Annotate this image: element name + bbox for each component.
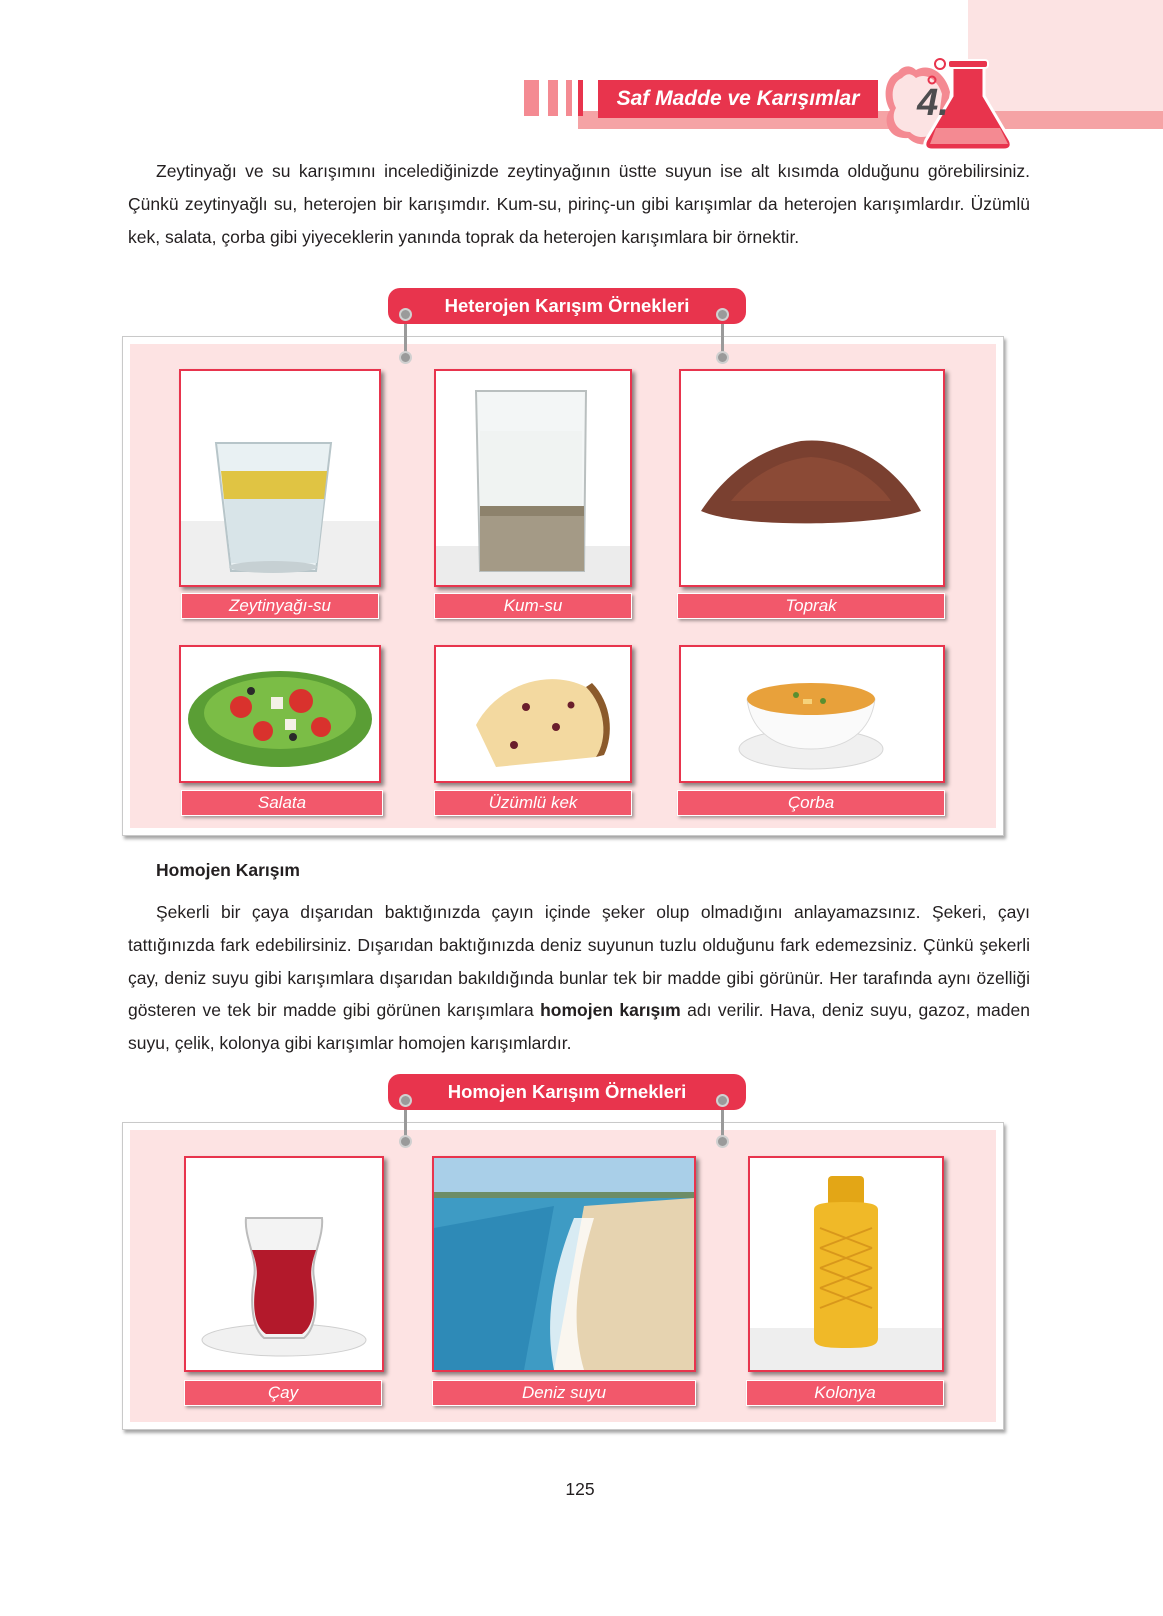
caption-soil: Toprak: [677, 593, 945, 619]
homojen-paragraph: [128, 896, 1030, 1060]
homojen-text-part1: Şekerli bir çaya dışarıdan baktığınızda çayın içinde şeker olup olmadığını anlayamazsınız. Şekeri, çayı tattığınızda fark edebilirsiniz. Dışarıdan baktığınızda deniz suyunun tuzlu olduğunu fark edemezsiniz. Çünkü şekerli çay, deniz suyu gibi karışımlara dışarıdan bakıldığında bunlar tek bir madde gibi görünür. Her tarafında aynı özelliği gösteren ve tek bir madde gibi görünen karışımlara: [128, 902, 1030, 1021]
caption-oil-water: Zeytinyağı-su: [181, 593, 379, 619]
panel-hanger-dot: [399, 1135, 412, 1148]
header-deco-bar: [524, 80, 539, 116]
bold-term: homojen karışım: [540, 1000, 681, 1021]
header-deco-bar: [578, 80, 583, 116]
homo-panel-title: Homojen Karışım Örnekleri: [447, 1081, 687, 1102]
unit-title: Saf Madde ve Karışımlar: [616, 87, 860, 110]
sea-beach-photo: [432, 1156, 696, 1372]
hetero-panel-title: Heterojen Karışım Örnekleri: [444, 295, 690, 316]
salad-photo: [179, 645, 381, 783]
panel-hanger-dot: [399, 351, 412, 364]
homojen-text-part2: adı verilir. Hava, deniz suyu, gazoz, maden suyu, çelik, kolonya gibi karışımlar homojen karışımlardır.: [128, 1000, 1030, 1054]
panel-hanger-dot: [399, 1094, 412, 1107]
header-deco-bar: [566, 80, 572, 116]
panel-hanger-dot: [716, 1135, 729, 1148]
panel-hanger-dot: [716, 308, 729, 321]
header-deco-bar: [548, 80, 558, 116]
caption-tea: Çay: [184, 1380, 382, 1406]
oil-water-glass-photo: [179, 369, 381, 587]
panel-hanger-dot: [716, 1094, 729, 1107]
page-number: 125: [565, 1479, 595, 1499]
sand-water-beaker-photo: [434, 369, 632, 587]
soil-pile-photo: [679, 369, 945, 587]
panel-hanger-dot: [399, 308, 412, 321]
caption-salad: Salata: [181, 790, 383, 816]
soup-bowl-photo: [679, 645, 945, 783]
caption-soup: Çorba: [677, 790, 945, 816]
panel-hanger-dot: [716, 351, 729, 364]
cologne-bottle-photo: [748, 1156, 944, 1372]
caption-raisin-cake: Üzümlü kek: [434, 790, 632, 816]
caption-sea-water: Deniz suyu: [432, 1380, 696, 1406]
intro-paragraph: Zeytinyağı ve su karışımını incelediğinizde zeytinyağının üstte suyun ise alt kısımda olduğunu görebilirsiniz. Çünkü zeytinyağlı su, heterojen bir karışımdır. Kum-su, pirinç-un gibi karışımlar da heterojen karışımlardır. Üzümlü kek, salata, çorba gibi yiyeceklerin yanında toprak da heterojen karışımlara bir örnektir.: [128, 161, 1030, 247]
caption-sand-water: Kum-su: [434, 593, 632, 619]
section-heading: Homojen Karışım: [156, 860, 300, 880]
raisin-cake-photo: [434, 645, 632, 783]
chapter-number: 4.: [917, 82, 949, 124]
tea-glass-photo: [184, 1156, 384, 1372]
caption-cologne: Kolonya: [746, 1380, 944, 1406]
